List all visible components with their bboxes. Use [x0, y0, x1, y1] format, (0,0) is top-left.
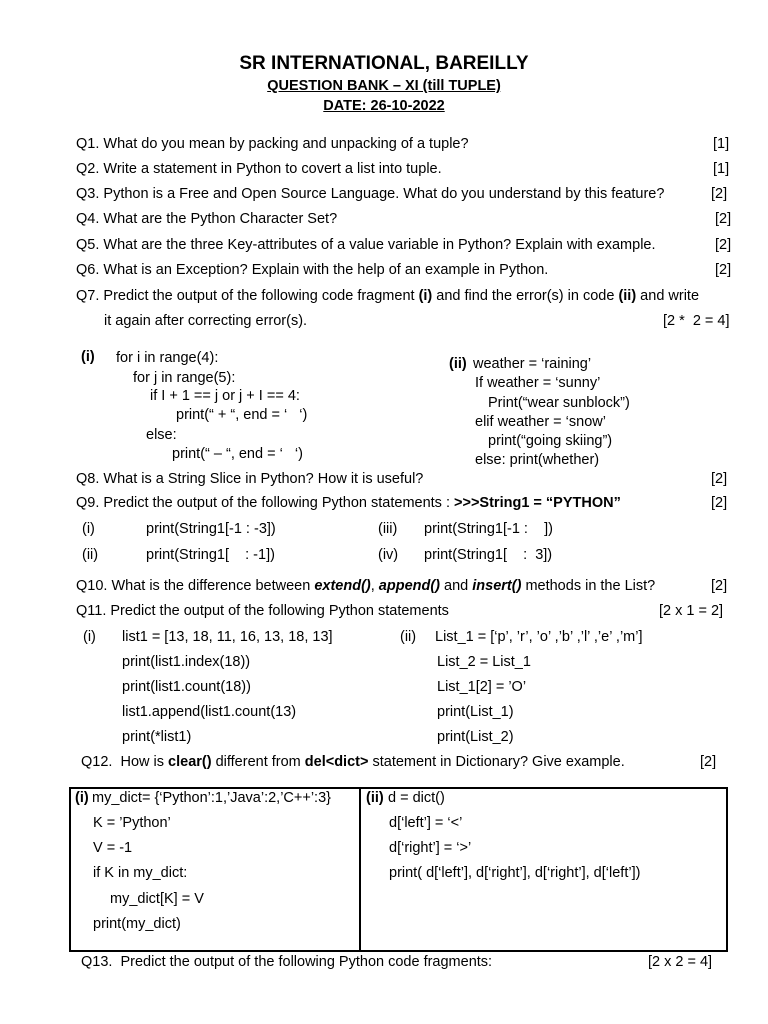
q7-marks: [2 * 2 = 4]	[663, 313, 730, 329]
q12-i-label: (i)	[75, 790, 89, 806]
q6-marks: [2]	[715, 262, 732, 278]
q4-text: Q4. What are the Python Character Set?	[76, 211, 338, 227]
q12-ii-line: d[‘left’] = ‘<’	[389, 815, 463, 831]
q8-marks: [2]	[711, 471, 728, 487]
q1-marks: [1]	[713, 136, 730, 152]
q4-marks: [2]	[715, 211, 732, 227]
q5-text: Q5. What are the three Key-attributes of a value variable in Python? Explain with example.	[76, 237, 656, 253]
q7-code-i-line: for j in range(5):	[133, 370, 236, 386]
q7-text-line2: it again after correcting error(s).	[104, 313, 308, 329]
q5-marks: [2]	[715, 237, 732, 253]
q7-code-ii-line: weather = ‘raining’	[473, 356, 592, 372]
q7-code-i-line: else:	[146, 427, 177, 443]
q7-code-ii-line: If weather = ‘sunny’	[475, 375, 601, 391]
q3-text: Q3. Python is a Free and Open Source Language. What do you understand by this feature?	[76, 186, 665, 202]
q9-item-code: print(String1[ : 3])	[424, 547, 553, 563]
q9-item-code: print(String1[-1 : ])	[424, 521, 553, 537]
q12-ii-line: d[‘right’] = ‘>’	[389, 840, 472, 856]
q2-marks: [1]	[713, 161, 730, 177]
q7-code-i-line: for i in range(4):	[116, 350, 219, 366]
q9-item-label: (iv)	[378, 547, 399, 563]
q11-text: Q11. Predict the output of the following Python statements	[76, 603, 449, 619]
q7-code-ii-line: print(“going skiing”)	[488, 433, 613, 449]
q11-marks: [2 x 1 = 2]	[659, 603, 724, 619]
q9-item-label: (i)	[82, 521, 95, 537]
q7-code-i-line: print(“ + “, end = ‘ ‘)	[176, 407, 308, 423]
q13-marks: [2 x 2 = 4]	[648, 954, 713, 970]
q7-code-i-label: (i)	[81, 349, 95, 365]
q12-ii-label: (ii)	[366, 790, 384, 806]
q9-marks: [2]	[711, 495, 728, 511]
q12-i-line: my_dict[K] = V	[110, 891, 204, 907]
exam-date: DATE: 26-10-2022	[323, 98, 445, 114]
q8-text: Q8. What is a String Slice in Python? How it is useful?	[76, 471, 424, 487]
q11-ii-line: List_1[2] = ’O’	[437, 679, 527, 695]
q12-i-line: if K in my_dict:	[93, 865, 188, 881]
q12-i-line: print(my_dict)	[93, 916, 181, 932]
q10-marks: [2]	[711, 578, 728, 594]
q12-marks: [2]	[700, 754, 717, 770]
q11-ii-line: print(List_1)	[437, 704, 514, 720]
school-title: SR INTERNATIONAL, BAREILLY	[239, 53, 529, 74]
q9-item-label: (ii)	[82, 547, 99, 563]
q3-marks: [2]	[711, 186, 728, 202]
q7-code-ii-line: Print(“wear sunblock”)	[488, 395, 630, 411]
q12-code-divider	[359, 789, 361, 950]
q12-i-line: V = -1	[93, 840, 133, 856]
q9-item-code: print(String1[-1 : -3])	[146, 521, 276, 537]
q7-code-i-line: if I + 1 == j or j + I == 4:	[150, 388, 300, 404]
q2-text: Q2. Write a statement in Python to covert a list into tuple.	[76, 161, 442, 177]
q12-ii-line: d = dict()	[388, 790, 445, 806]
q11-i-line: list1.append(list1.count(13)	[122, 704, 297, 720]
q10-text: Q10. What is the difference between extend(), append() and insert() methods in the List?	[76, 578, 656, 594]
q11-ii-line: List_2 = List_1	[437, 654, 531, 670]
q11-ii-line: print(List_2)	[437, 729, 514, 745]
q12-i-line: my_dict= {‘Python’:1,’Java’:2,’C++’:3}	[92, 790, 331, 806]
q7-text: Q7. Predict the output of the following code fragment (i) and find the error(s) in code (ii) and write	[76, 288, 700, 304]
q7-code-ii-line: elif weather = ‘snow’	[475, 414, 606, 430]
q12-i-line: K = ’Python’	[93, 815, 171, 831]
q11-ii-line: List_1 = [‘p’, ’r’, ’o’ ,’b’ ,’l’ ,’e’ ,’m’]	[435, 629, 643, 645]
q7-code-ii-label: (ii)	[449, 356, 467, 372]
q9-item-label: (iii)	[378, 521, 398, 537]
q11-i-line: print(list1.count(18))	[122, 679, 251, 695]
q1-text: Q1. What do you mean by packing and unpacking of a tuple?	[76, 136, 469, 152]
q9-item-code: print(String1[ : -1])	[146, 547, 275, 563]
q6-text: Q6. What is an Exception? Explain with the help of an example in Python.	[76, 262, 549, 278]
q9-text: Q9. Predict the output of the following Python statements : >>>String1 = “PYTHON”	[76, 495, 621, 511]
q11-i-line: list1 = [13, 18, 11, 16, 13, 18, 13]	[122, 629, 333, 645]
q7-code-ii-line: else: print(whether)	[475, 452, 600, 468]
q11-i-line: print(list1.index(18))	[122, 654, 251, 670]
q13-text: Q13. Predict the output of the following Python code fragments:	[81, 954, 493, 970]
q12-ii-line: print( d[‘left’], d[‘right’], d[‘right’], d[‘left’])	[389, 865, 641, 881]
q11-i-line: print(*list1)	[122, 729, 192, 745]
q11-i-label: (i)	[83, 629, 96, 645]
q11-ii-label: (ii)	[400, 629, 417, 645]
q12-text: Q12. How is clear() different from del<dict> statement in Dictionary? Give example.	[81, 754, 625, 770]
question-bank-subtitle: QUESTION BANK – XI (till TUPLE)	[267, 78, 501, 94]
q7-code-i-line: print(“ – “, end = ‘ ‘)	[172, 446, 303, 462]
